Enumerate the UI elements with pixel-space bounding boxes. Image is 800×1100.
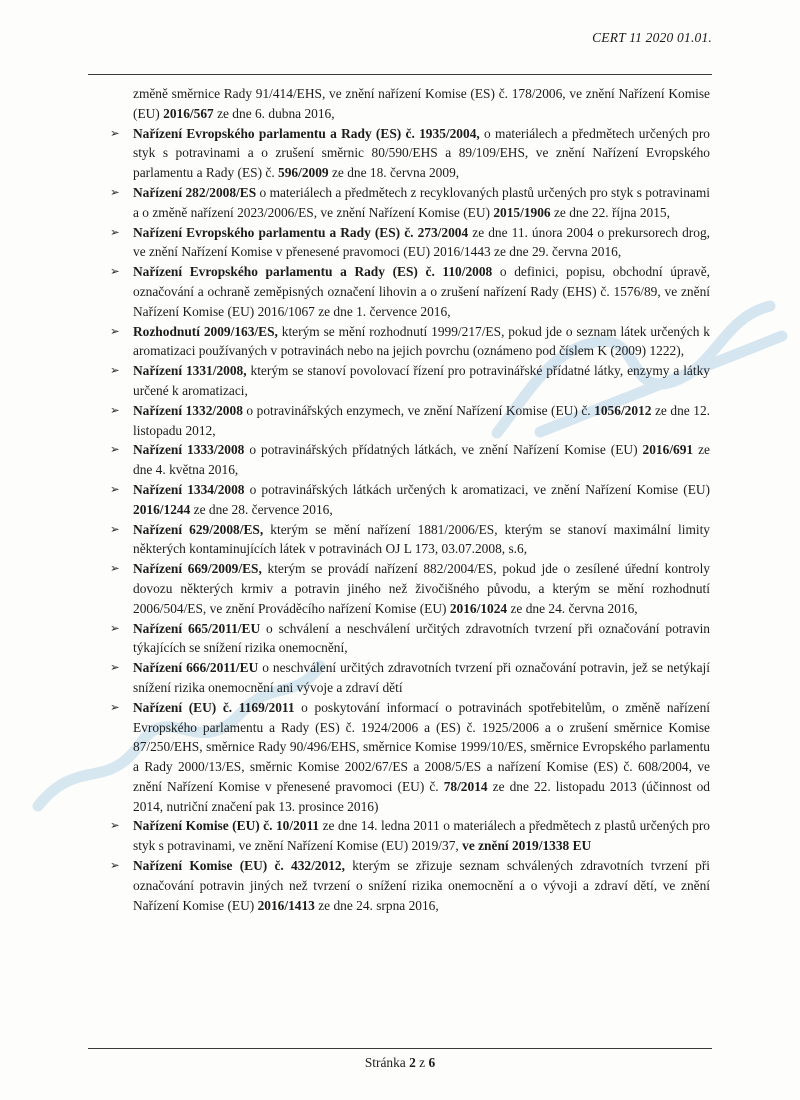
- text-segment: kterým se zřizuje seznam schválených zdravotních tvrzení při označování potravin jiných než tvrzení o snížení rizika onemocnění a o vývoji a zdraví dětí, ve znění Nařízení Komise (EU): [133, 858, 710, 913]
- bold-text-segment: Nařízení 629/2008/ES,: [133, 521, 264, 537]
- list-item: [90, 520, 710, 560]
- bold-text-segment: 2016/567: [163, 105, 214, 121]
- text-segment: o schválení a neschválení určitých zdravotních tvrzení při označování potravin týkajících se snížení rizika onemocnění,: [133, 620, 710, 656]
- header-doc-code: CERT 11 2020 01.01.: [592, 30, 712, 45]
- text-segment: o potravinářských látkách určených k aromatizaci, ve znění Nařízení Komise (EU): [244, 481, 711, 497]
- item-text: [133, 401, 710, 441]
- bold-text-segment: Nařízení Evropského parlamentu a Rady (ES) č. 1935/2004,: [133, 125, 480, 141]
- text-segment: ze dne 28. července 2016,: [190, 501, 333, 517]
- item-text: [133, 480, 710, 520]
- list-item: [90, 223, 710, 263]
- text-segment: ze dne 18. června 2009,: [328, 165, 460, 181]
- bold-text-segment: 596/2009: [278, 165, 329, 181]
- text-segment: ze dne 4. května 2016,: [133, 442, 710, 478]
- bullet-arrow-icon: ➢: [110, 184, 120, 199]
- item-text: [133, 322, 710, 362]
- text-segment: kterým se mění nařízení 1881/2006/ES, kterým se stanoví maximální limity některých kontaminujících látek v potravinách OJ L 173, 03.07.2008, s.6,: [133, 521, 710, 557]
- list-item: [90, 698, 710, 817]
- list-item: [90, 124, 710, 183]
- bold-text-segment: 78/2014: [443, 778, 488, 794]
- document-body: [90, 84, 710, 915]
- item-text: [133, 619, 710, 659]
- bullet-arrow-icon: ➢: [110, 224, 120, 239]
- item-text: [133, 658, 710, 698]
- item-text: [133, 124, 710, 183]
- bold-text-segment: Nařízení 1332/2008: [133, 402, 243, 418]
- text-segment: o materiálech a předmětech z recyklovaných plastů určených pro styk s potravinami a o změně nařízení 2023/2006/ES, ve znění Nařízení Komise (EU): [133, 184, 710, 220]
- bold-text-segment: Rozhodnutí 2009/163/ES,: [133, 323, 278, 339]
- text-segment: ze dne 14. ledna 2011 o materiálech a předmětech z plastů určených pro styk s potravinami, ve znění Nařízení Komise (EU) 2019/37,: [133, 818, 710, 854]
- bullet-arrow-icon: ➢: [110, 620, 120, 635]
- text-segment: o neschválení určitých zdravotních tvrzení při označování potravin, jež se netýkají snížení rizika onemocnění ani vývoje a zdraví dětí: [133, 660, 710, 695]
- bold-text-segment: Nařízení 1334/2008: [133, 481, 245, 497]
- text-segment: o definici, popisu, obchodní úpravě, označování a ochraně zeměpisných označení lihovin a o zrušení nařízení Rady (EHS) č. 1576/89, ve znění Nařízení Komise (EU) 2016/1067 ze dne 1. července 2016,: [133, 264, 711, 319]
- bullet-arrow-icon: ➢: [110, 660, 120, 675]
- bold-text-segment: Nařízení Komise (EU) č. 432/2012,: [133, 858, 345, 874]
- list-item: [90, 262, 710, 321]
- bold-text-segment: Nařízení 1333/2008: [133, 442, 245, 458]
- bold-text-segment: Nařízení 282/2008/ES: [133, 184, 257, 200]
- bold-text-segment: Nařízení 669/2009/ES,: [133, 561, 262, 577]
- text-segment: ze dne 22. října 2015,: [550, 204, 670, 220]
- bold-text-segment: 2016/691: [642, 442, 694, 458]
- bullet-arrow-icon: ➢: [110, 561, 120, 576]
- item-text: [133, 361, 710, 401]
- text-segment: ze dne 12. listopadu 2012,: [133, 402, 710, 438]
- bullet-arrow-icon: ➢: [110, 818, 120, 833]
- list-item: [90, 183, 710, 223]
- bold-text-segment: 1056/2012: [594, 402, 652, 418]
- text-segment: ze dne 24. června 2016,: [507, 600, 638, 616]
- regulation-list: [90, 124, 710, 916]
- list-item: [90, 658, 710, 698]
- text-segment: ze dne 22. listopadu 2013 (účinnost od 2014, nutriční značení pak 13. prosince 2016): [133, 778, 710, 814]
- item-text: [133, 520, 710, 560]
- text-segment: změně směrnice Rady 91/414/EHS, ve znění nařízení Komise (ES) č. 178/2006, ve znění Nařízení Komise (EU): [133, 86, 710, 121]
- item-text: [133, 440, 710, 480]
- bold-text-segment: 2: [409, 1055, 416, 1070]
- bold-text-segment: Nařízení 1331/2008,: [133, 363, 247, 379]
- bold-text-segment: Nařízení 665/2011/EU: [133, 620, 261, 636]
- bullet-arrow-icon: ➢: [110, 699, 120, 714]
- list-item: [90, 619, 710, 659]
- bullet-arrow-icon: ➢: [110, 402, 120, 417]
- bullet-arrow-icon: ➢: [110, 481, 120, 496]
- text-segment: o poskytování informací o potravinách spotřebitelům, o změně nařízení Evropského parlamentu a Rady (ES) č. 1924/2006 a (ES) č. 1925/2006 a o zrušení směrnice Komise 87/250/EHS, směrnice Rady 90/496/EHS, směrnice Komise 1999/10/ES, směrnice Evropského parlamentu a Rady 2000/13/ES, směrnic Komise 2002/67/ES a 2008/5/ES a nařízení Komise (ES) č. 608/2004, ve znění Nařízení Komise v přenesené pravomoci (EU) č.: [133, 699, 710, 794]
- list-item: [90, 361, 710, 401]
- list-item: [90, 559, 710, 618]
- text-segment: z: [415, 1055, 429, 1070]
- list-item: [90, 856, 710, 915]
- bold-text-segment: Nařízení 666/2011/EU: [133, 660, 259, 676]
- list-item: [90, 401, 710, 441]
- item-text: [133, 262, 710, 321]
- list-item: [90, 440, 710, 480]
- bullet-arrow-icon: ➢: [110, 125, 120, 140]
- text-segment: o potravinářských enzymech, ve znění Nařízení Komise (EU) č.: [242, 402, 595, 418]
- item-text: [133, 856, 710, 915]
- text-segment: kterým se mění rozhodnutí 1999/217/ES, pokud jde o seznam látek určených k aromatizaci používaných v potravinách nebo na jejich povrchu (oznámeno pod číslem K (2009) 1222),: [133, 323, 710, 359]
- list-item: [90, 480, 710, 520]
- list-item: [90, 322, 710, 362]
- bullet-arrow-icon: ➢: [110, 323, 120, 338]
- bullet-arrow-icon: ➢: [110, 264, 120, 279]
- bold-text-segment: Nařízení Evropského parlamentu a Rady (ES) č. 110/2008: [133, 264, 493, 280]
- bold-text-segment: Nařízení Evropského parlamentu a Rady (ES) č. 273/2004: [133, 224, 469, 240]
- bold-text-segment: 2016/1244: [133, 501, 191, 517]
- bold-text-segment: 2016/1024: [449, 600, 508, 616]
- text-segment: ze dne 24. srpna 2016,: [314, 897, 439, 913]
- text-segment: o potravinářských přídatných látkách, ve znění Nařízení Komise (EU): [244, 442, 643, 458]
- text-segment: Stránka: [364, 1055, 410, 1070]
- intro-paragraph: [133, 84, 710, 124]
- item-text: [133, 698, 710, 817]
- item-text: [133, 816, 710, 856]
- text-segment: kterým se stanoví povolovací řízení pro potravinářské přídatné látky, enzymy a látky určené k aromatizaci,: [133, 363, 710, 398]
- header-rule: [88, 74, 712, 75]
- text-segment: kterým se provádí nařízení 882/2004/ES, pokud jde o zesílené úřední kontroly dovozu některých krmiv a potravin jiného než živočišného původu, a kterým se mění rozhodnutí 2006/504/ES, ve znění Prováděcího nařízení Komise (EU): [133, 561, 711, 616]
- item-text: [133, 223, 710, 263]
- text-segment: ze dne 6. dubna 2016,: [213, 105, 335, 121]
- item-text: [133, 183, 710, 223]
- bullet-arrow-icon: ➢: [110, 858, 120, 873]
- bold-text-segment: ve znění 2019/1338 EU: [462, 838, 592, 854]
- bold-text-segment: 2016/1413: [257, 897, 315, 913]
- list-item: [90, 816, 710, 856]
- bold-text-segment: Nařízení Komise (EU) č. 10/2011: [133, 818, 320, 834]
- bullet-arrow-icon: ➢: [110, 363, 120, 378]
- page-number: [0, 1055, 800, 1071]
- bold-text-segment: 6: [428, 1055, 436, 1070]
- item-text: [133, 559, 710, 618]
- bold-text-segment: 2015/1906: [493, 204, 551, 220]
- bold-text-segment: Nařízení (EU) č. 1169/2011: [133, 699, 295, 715]
- text-segment: ze dne 11. února 2004 o prekursorech drog, ve znění Nařízení Komise v přenesené pravomoci (EU) 2016/1443 ze dne 29. června 2016,: [133, 224, 710, 260]
- bullet-arrow-icon: ➢: [110, 521, 120, 536]
- text-segment: o materiálech a předmětech určených pro styk s potravinami a o zrušení směrnic 80/590/EHS a 89/109/EHS, ve znění Nařízení Evropského parlamentu a Rady (ES) č.: [133, 125, 710, 181]
- footer-rule: [88, 1048, 712, 1049]
- bullet-arrow-icon: ➢: [110, 442, 120, 457]
